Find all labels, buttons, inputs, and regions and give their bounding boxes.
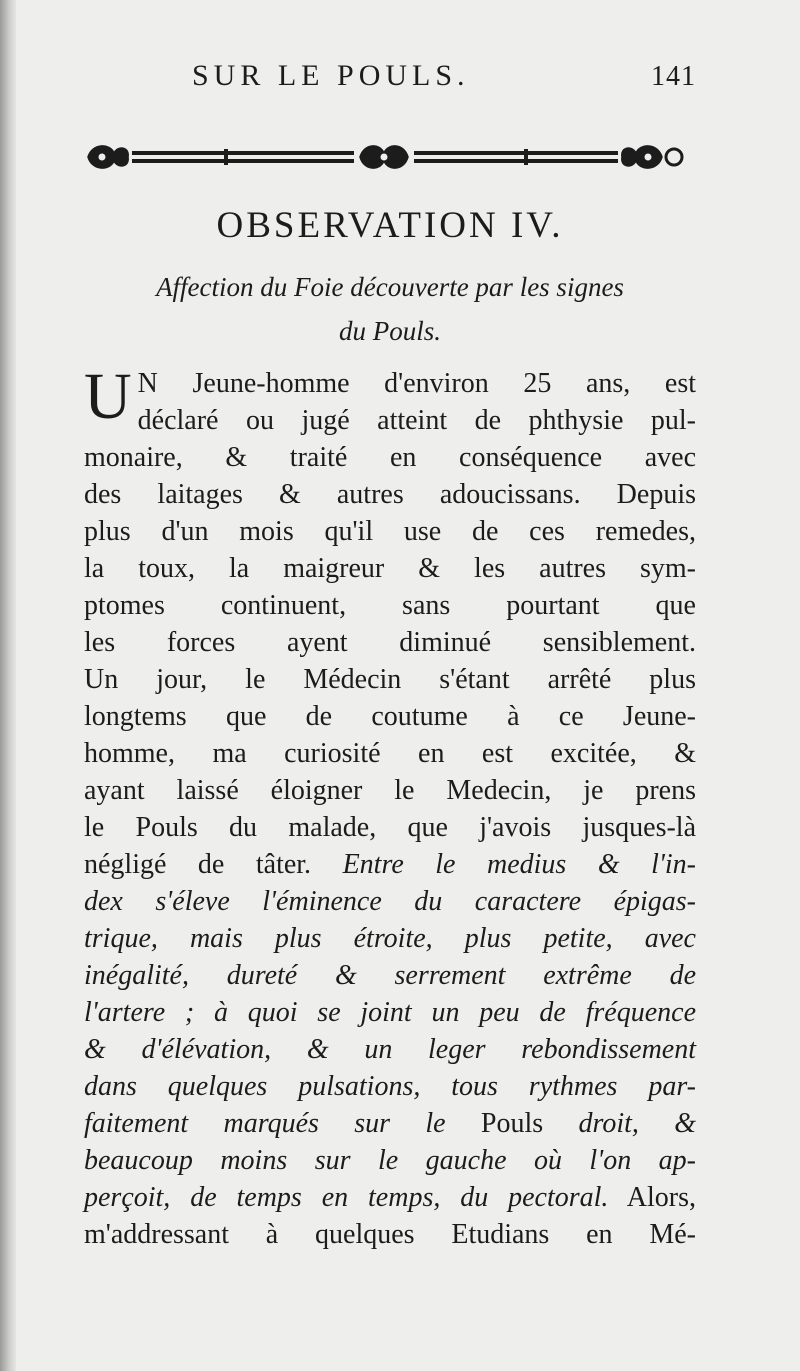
observation-subtitle	[84, 265, 696, 353]
subtitle-line: du Pouls.	[338, 316, 441, 346]
text-line: le Pouls du malade, que j'avois jusques-là	[84, 812, 696, 843]
text-line: longtems que de coutume à ce Jeune-	[84, 701, 696, 732]
running-title: SUR LE POULS.	[192, 59, 470, 92]
text-line: N Jeune-homme d'environ 25 ans, est	[137, 368, 696, 399]
text-line: m'addressant à quelques Etudians en Mé-	[84, 1219, 696, 1250]
text-line: les forces ayent diminué sensiblement.	[84, 627, 696, 658]
text-segment: Pouls	[480, 1108, 544, 1139]
book-page	[84, 55, 696, 1253]
text-line: la toux, la maigreur & les autres sym-	[84, 553, 696, 584]
text-segment: Alors,	[608, 1182, 696, 1213]
text-segment-italic: perçoit, de temps en temps, du pectoral.	[84, 1182, 609, 1213]
text-line-italic: trique, mais plus étroite, plus petite, avec	[84, 923, 696, 954]
text-line: ayant laissé éloigner le Medecin, je prens	[84, 775, 696, 806]
text-line-mixed	[84, 1105, 696, 1142]
text-segment-italic: faitement marqués sur le	[84, 1108, 481, 1139]
text-line: ptomes continuent, sans pourtant que	[84, 590, 696, 621]
text-line: monaire, & traité en conséquence avec	[84, 442, 696, 473]
text-line-mixed	[84, 846, 696, 883]
text-line-italic: inégalité, dureté & serrement extrême de	[84, 960, 696, 991]
text-segment-italic: Entre le medius & l'in-	[342, 849, 696, 880]
body-paragraph	[84, 360, 696, 1253]
text-line-italic: dex s'éleve l'éminence du caractere épigas-	[84, 886, 696, 917]
text-segment-italic: droit, &	[543, 1108, 696, 1139]
text-line: déclaré ou jugé atteint de phthysie pul-	[137, 405, 696, 436]
text-line-italic: dans quelques pulsations, tous rythmes par-	[84, 1071, 696, 1102]
text-line-italic: l'artere ; à quoi se joint un peu de fréquence	[84, 997, 696, 1028]
text-line: Un jour, le Médecin s'étant arrêté plus	[84, 664, 696, 695]
decorative-ornament-rule	[84, 137, 696, 177]
text-line-italic: & d'élévation, & un leger rebondissement	[84, 1034, 696, 1065]
text-line-italic: beaucoup moins sur le gauche où l'on ap-	[84, 1145, 696, 1176]
observation-title: OBSERVATION IV.	[216, 205, 564, 246]
text-segment: négligé de tâter.	[84, 849, 343, 880]
drop-cap: U	[84, 360, 132, 433]
page-number: 141	[651, 61, 696, 92]
text-line: plus d'un mois qu'il use de ces remedes,	[84, 516, 696, 547]
text-line-mixed	[84, 1179, 696, 1216]
page-header	[84, 55, 696, 101]
text-line: homme, ma curiosité en est excitée, &	[84, 738, 696, 769]
text-line: des laitages & autres adoucissans. Depuis	[84, 479, 696, 510]
subtitle-line: Affection du Foie découverte par les signes	[156, 272, 624, 302]
page-edge-shadow	[0, 0, 16, 1371]
